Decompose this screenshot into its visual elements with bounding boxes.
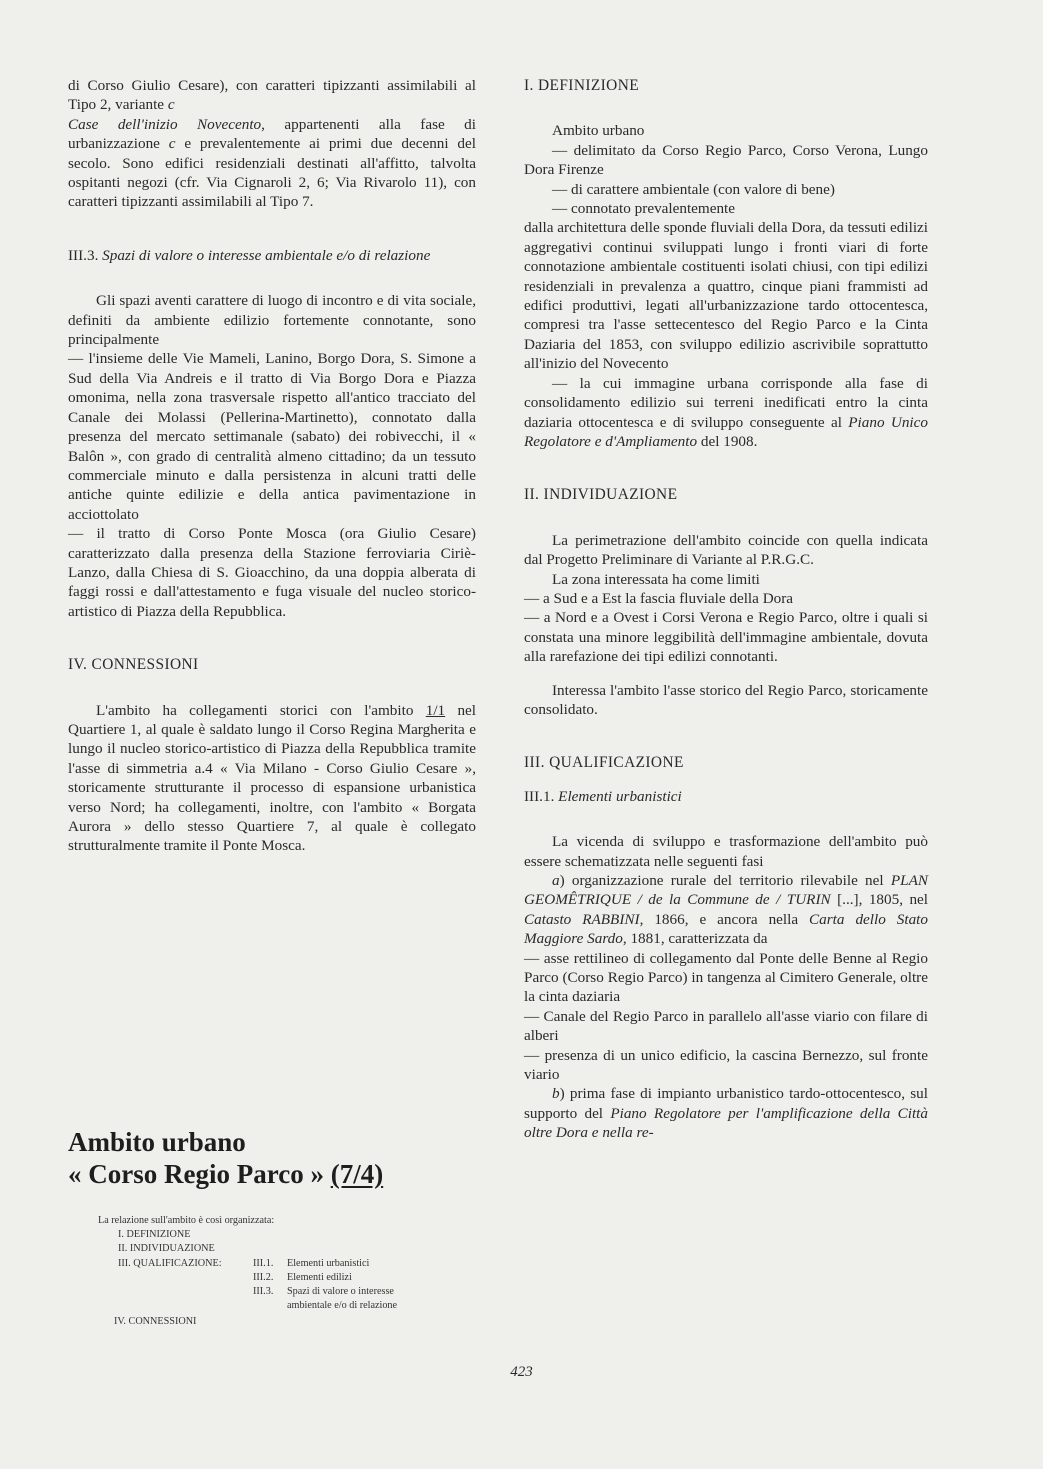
text: [...], 1805, nel xyxy=(830,891,929,909)
toc-item: IV. CONNESSIONI xyxy=(114,1316,197,1328)
toc-item xyxy=(98,1257,437,1271)
list-item: — a Sud e a Est la fascia fluviale della Dora xyxy=(524,589,794,607)
list-item: — il tratto di Corso Ponte Mosca (ora Giulio Cesare) caratterizzato dalla presenza della Stazione ferroviaria Ciriè-Lanzo, dalla Chiesa di S. Gioacchino, da una doppia alberata di faggi rossi e dall'attestamento e fuga visuale del nucleo storico-artistico di Piazza della Repubblica. xyxy=(68,525,476,620)
list-item xyxy=(524,374,928,452)
title-line1: Ambito urbano xyxy=(68,1127,246,1157)
text: Case dell'inizio Novecento xyxy=(68,115,262,133)
text: L'ambito ha collegamenti storici con l'ambito xyxy=(96,701,426,719)
toc-label: III. QUALIFICAZIONE: xyxy=(118,1257,222,1269)
section-heading-qualificazione: III. QUALIFICAZIONE xyxy=(524,754,684,772)
text: c xyxy=(168,135,176,153)
table-of-contents xyxy=(98,1214,437,1330)
toc-label: Elementi urbanistici xyxy=(287,1257,370,1269)
text: Piano Unico Regolatore e d'Ampliamento xyxy=(524,413,928,450)
text: Catasto RABBINI xyxy=(524,910,640,928)
toc-intro: La relazione sull'ambito è così organizzata: xyxy=(98,1215,275,1226)
section-heading-connessioni: IV. CONNESSIONI xyxy=(68,656,199,674)
list-item: — delimitato da Corso Regio Parco, Corso Verona, Lungo Dora Firenze xyxy=(524,141,928,179)
paragraph-phase-b xyxy=(524,1084,928,1142)
right-column xyxy=(524,76,928,1143)
toc-label: Elementi edilizi xyxy=(287,1271,352,1283)
text: , appartenenti alla fase di urbanizzazione xyxy=(68,115,476,153)
paragraph-tipo2 xyxy=(68,76,476,115)
list-item: — connotato prevalentemente xyxy=(552,200,736,218)
text: — la cui immagine urbana corrisponde alla fase di consolidamento edilizio sui terreni inedificati entro la cinta daziaria ottocentesca e di sviluppo conseguente al xyxy=(524,374,928,431)
paragraph-connessioni xyxy=(68,701,476,856)
text: di Corso Giulio Cesare), con caratteri tipizzanti assimilabili al Tipo 2, variante xyxy=(68,77,476,114)
list-item: — Canale del Regio Parco in parallelo all'asse viario con filare di alberi xyxy=(524,1007,928,1045)
page-number: 423 xyxy=(510,1364,533,1380)
text: PLAN GEOMÊTRIQUE / de la Commune de / TURIN xyxy=(524,872,928,909)
toc-num: III.3. xyxy=(253,1286,274,1298)
toc-num: III.2. xyxy=(253,1271,274,1283)
subsection-heading-iii1 xyxy=(524,787,928,806)
left-column xyxy=(68,76,476,856)
heading-title: Elementi urbanistici xyxy=(558,787,682,805)
text: e prevalentemente ai primi due decenni del secolo. Sono edifici residenziali destinati all'affitto, talvolta ospitanti negozi (cfr. Via Cignaroli 2, 6; Via Rivarolo 11), con caratteri tipizzanti assimilabili al Tipo 7. xyxy=(68,135,476,211)
paragraph: La perimetrazione dell'ambito coincide con quella indicata dal Progetto Preliminare di Variante al P.R.G.C. xyxy=(524,531,928,569)
text: ) prima fase di impianto urbanistico tardo-ottocentesco, sul supporto del xyxy=(524,1085,928,1122)
paragraph: Gli spazi aventi carattere di luogo di incontro e di vita sociale, definiti da ambiente edilizio fortemente connotante, sono principalmente xyxy=(68,292,476,349)
heading-number: III.1. xyxy=(524,787,555,805)
title-line2 xyxy=(68,1158,488,1190)
section-heading-individuazione: II. INDIVIDUAZIONE xyxy=(524,486,678,504)
ambito-reference: 1/1 xyxy=(425,701,446,719)
paragraph-phase-a xyxy=(524,871,928,949)
title-code: (7/4) xyxy=(330,1159,384,1189)
title-name: « Corso Regio Parco » xyxy=(68,1159,324,1189)
paragraph: Ambito urbano xyxy=(552,122,645,140)
paragraph-case-novecento xyxy=(68,115,476,212)
text: , 1866, e ancora nella xyxy=(639,910,810,928)
list-item: — a Nord e a Ovest i Corsi Verona e Regio Parco, oltre i quali si constata una minore leggibilità dell'immagine ambientale, dovuta alla rarefazione dei tipi edilizi connotanti. xyxy=(524,609,928,666)
text: Carta dello Stato Maggiore Sardo xyxy=(524,910,928,948)
list-item: — asse rettilineo di collegamento dal Ponte delle Benne al Regio Parco (Corso Regio Parco) in tangenza al Cimitero Generale, oltre la cinta daziaria xyxy=(524,949,928,1006)
section-heading-iii3 xyxy=(68,246,476,265)
toc-item: I. DEFINIZIONE xyxy=(118,1229,191,1241)
text: c xyxy=(167,96,175,114)
list-item: — l'insieme delle Vie Mameli, Lanino, Borgo Dora, S. Simone a Sud della Via Andreis e il tratto di Via Borgo Dora e Piazza omonima, nella zona trasversale rispetto all'antico tracciato del Canale dei Molassi (Pellerina-Martinetto), connotato dalla presenza del mercato settimanale (sabato) dei robivecchi, il « Balôn », con grado di centralità almeno cittadino; da un tessuto commerciale minuto e dalla persistenza in alcuni tratti delle antiche quinte edilizie e della antica pavimentazione in acciottolato xyxy=(68,350,476,523)
paragraph: Interessa l'ambito l'asse storico del Regio Parco, storicamente consolidato. xyxy=(524,681,928,718)
toc-item: II. INDIVIDUAZIONE xyxy=(118,1243,215,1255)
section-heading-definizione: I. DEFINIZIONE xyxy=(524,77,640,94)
list-item: — di carattere ambientale (con valore di bene) xyxy=(552,180,835,198)
paragraph: La vicenda di sviluppo e trasformazione dell'ambito può essere schematizzata nelle seguenti fasi xyxy=(524,833,928,870)
heading-number: III.3. xyxy=(68,246,99,264)
toc-item xyxy=(98,1285,437,1313)
text: , 1881, caratterizzata da xyxy=(622,930,768,948)
toc-num: III.1. xyxy=(253,1257,274,1269)
paragraph: La zona interessata ha come limiti xyxy=(552,570,760,588)
heading-title: Spazi di valore o interesse ambientale e/o di relazione xyxy=(102,246,431,264)
toc-item xyxy=(98,1271,437,1285)
text: del 1908. xyxy=(697,432,758,450)
list-item: — presenza di un unico edificio, la cascina Bernezzo, sul fronte viario xyxy=(524,1046,928,1084)
toc-label: Spazi di valore o interesse ambientale e/o di relazione xyxy=(287,1286,398,1312)
text: a xyxy=(552,872,560,889)
ambito-title xyxy=(68,1126,488,1190)
text: b xyxy=(552,1085,560,1103)
text: ) organizzazione rurale del territorio rilevabile nel xyxy=(559,872,891,889)
text: nel Quartiere 1, al quale è saldato lungo il Corso Regina Margherita e lungo il nucleo storico-artistico di Piazza della Repubblica tramite l'asse di simmetria a.4 « Via Milano - Corso Giulio Cesare », storicamente strutturante il processo di espansione urbanistica verso Nord; ha collegamenti, inoltre, con l'ambito « Borgata Aurora » dello stesso Quartiere 7, al quale è collegato strutturalmente tramite il Ponte Mosca. xyxy=(68,701,476,855)
text: Piano Regolatore per l'amplificazione della Città oltre Dora e nella re- xyxy=(524,1104,928,1142)
paragraph: dalla architettura delle sponde fluviali della Dora, da tessuti edilizi aggregativi continui sviluppati lungo i fronti viari di forte connotazione ambientale costituenti isolati chiusi, con tipi edilizi residenziali in prevalenza a quattro, cinque piani frammisti ad edifici produttivi, legati all'urbanizzazione tardo ottocentesca, compresi tra l'asse settecentesco del Regio Parco e la Cinta Daziaria del 1853, con sviluppo edilizio ascrivibile soprattutto all'inizio del Novecento xyxy=(524,219,929,373)
